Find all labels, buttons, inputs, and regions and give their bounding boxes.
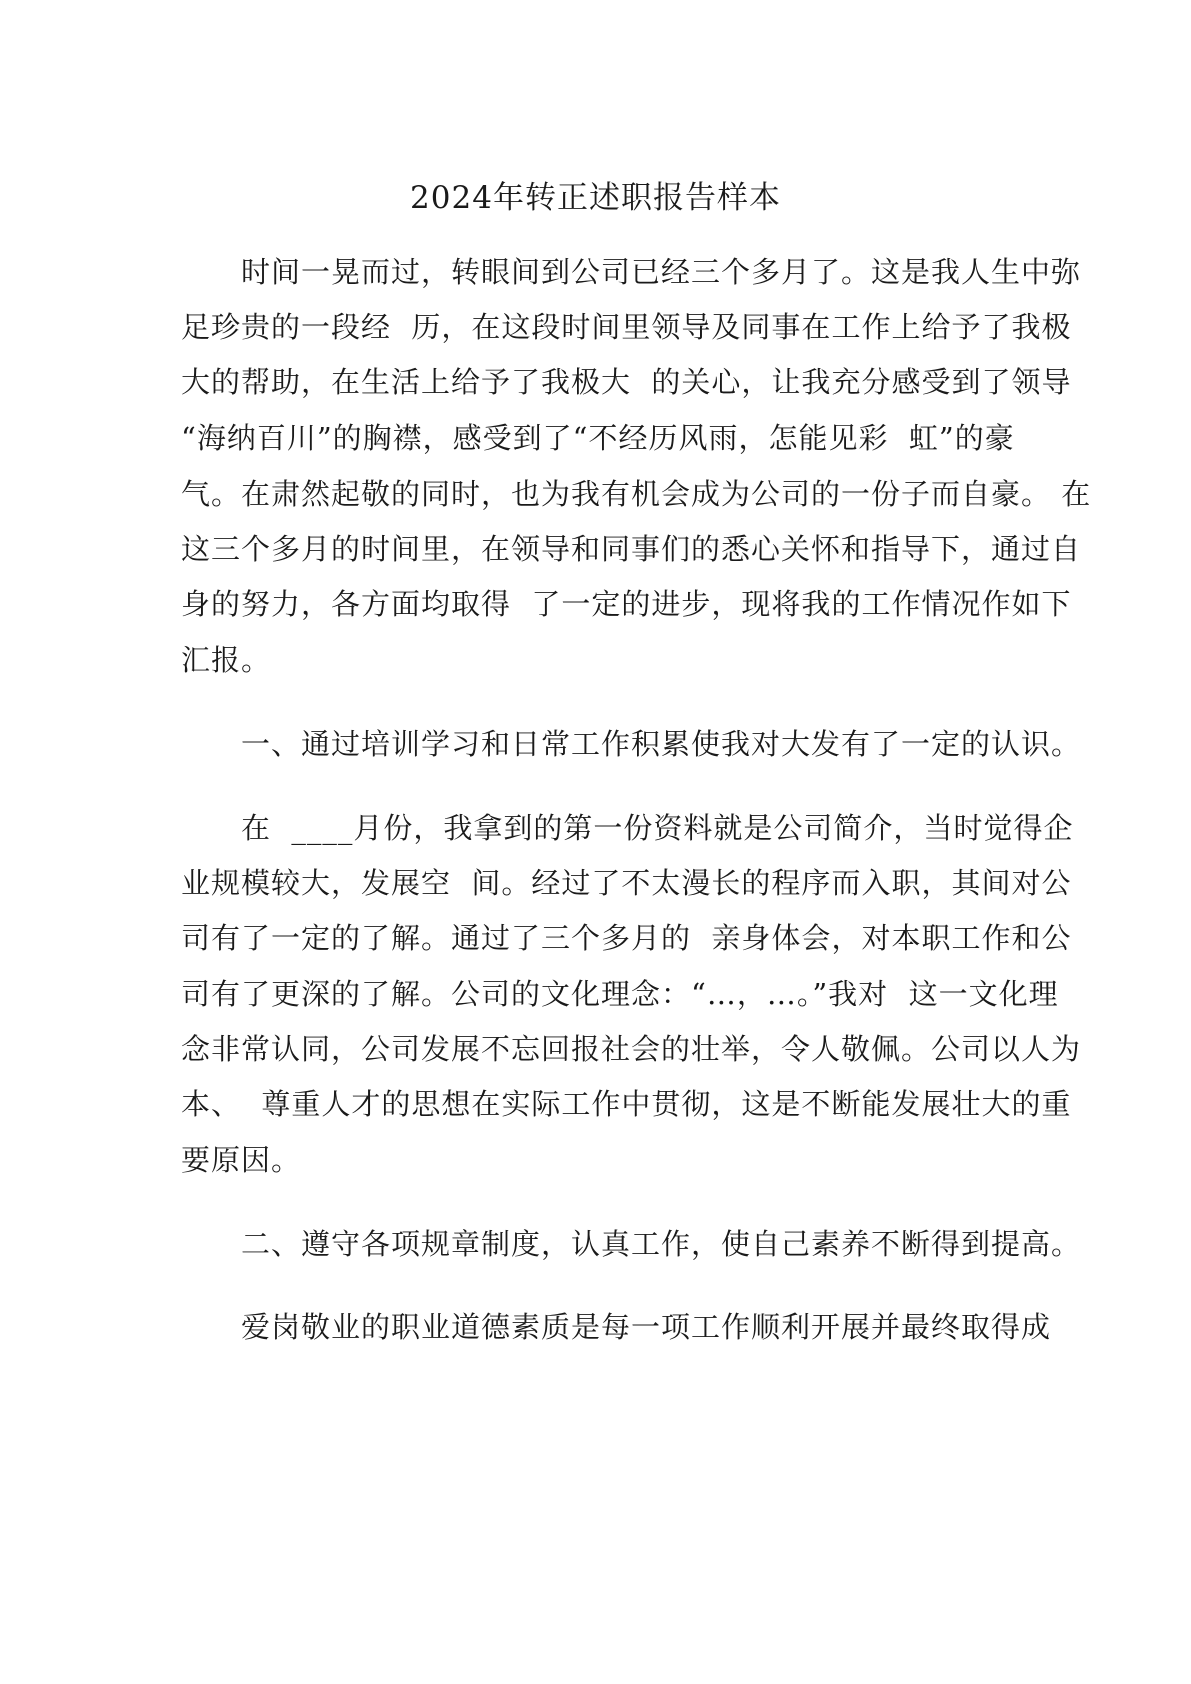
paragraph-line: 身的努力，各方面均取得 了一定的进步，现将我的工作情况作如下: [181, 587, 1072, 621]
paragraph-line: 时间一晃而过，转眼间到公司已经三个多月了。这是我人生中弥: [241, 255, 1082, 289]
paragraph-line: 司有了一定的了解。通过了三个多月的 亲身体会，对本职工作和公: [181, 921, 1072, 955]
section-heading: 一、通过培训学习和日常工作积累使我对大发有了一定的认识。: [241, 727, 1082, 761]
paragraph-line: 业规模较大，发展空 间。经过了不太漫长的程序而入职，其间对公: [181, 866, 1072, 900]
paragraph-line: 气。在肃然起敬的同时，也为我有机会成为公司的一份子而自豪。 在: [181, 477, 1092, 511]
paragraph-line: 足珍贵的一段经 历，在这段时间里领导及同事在工作上给予了我极: [181, 310, 1072, 344]
paragraph-line: 爱岗敬业的职业道德素质是每一项工作顺利开展并最终取得成: [241, 1310, 1052, 1344]
paragraph-line: 在 ____月份，我拿到的第一份资料就是公司简介，当时觉得企: [241, 811, 1074, 845]
paragraph-line: 司有了更深的了解。公司的文化理念：“…，…。”我对 这一文化理: [181, 977, 1059, 1011]
paragraph-line: 这三个多月的时间里，在领导和同事们的悉心关怀和指导下，通过自: [181, 532, 1082, 566]
paragraph-line: 要原因。: [181, 1143, 302, 1177]
paragraph-line: 本、 尊重人才的思想在实际工作中贯彻，这是不断能发展壮大的重: [181, 1087, 1072, 1121]
paragraph-line: “海纳百川”的胸襟，感受到了“不经历风雨，怎能见彩 虹”的豪: [181, 421, 1015, 455]
paragraph-line: 念非常认同，公司发展不忘回报社会的壮举，令人敬佩。公司以人为: [181, 1032, 1082, 1066]
paragraph-line: 汇报。: [181, 643, 272, 677]
section-heading: 二、遵守各项规章制度，认真工作，使自己素养不断得到提高。: [241, 1227, 1082, 1261]
document-title: 2024年转正述职报告样本: [410, 180, 781, 216]
paragraph-line: 大的帮助，在生活上给予了我极大 的关心，让我充分感受到了领导: [181, 365, 1072, 399]
